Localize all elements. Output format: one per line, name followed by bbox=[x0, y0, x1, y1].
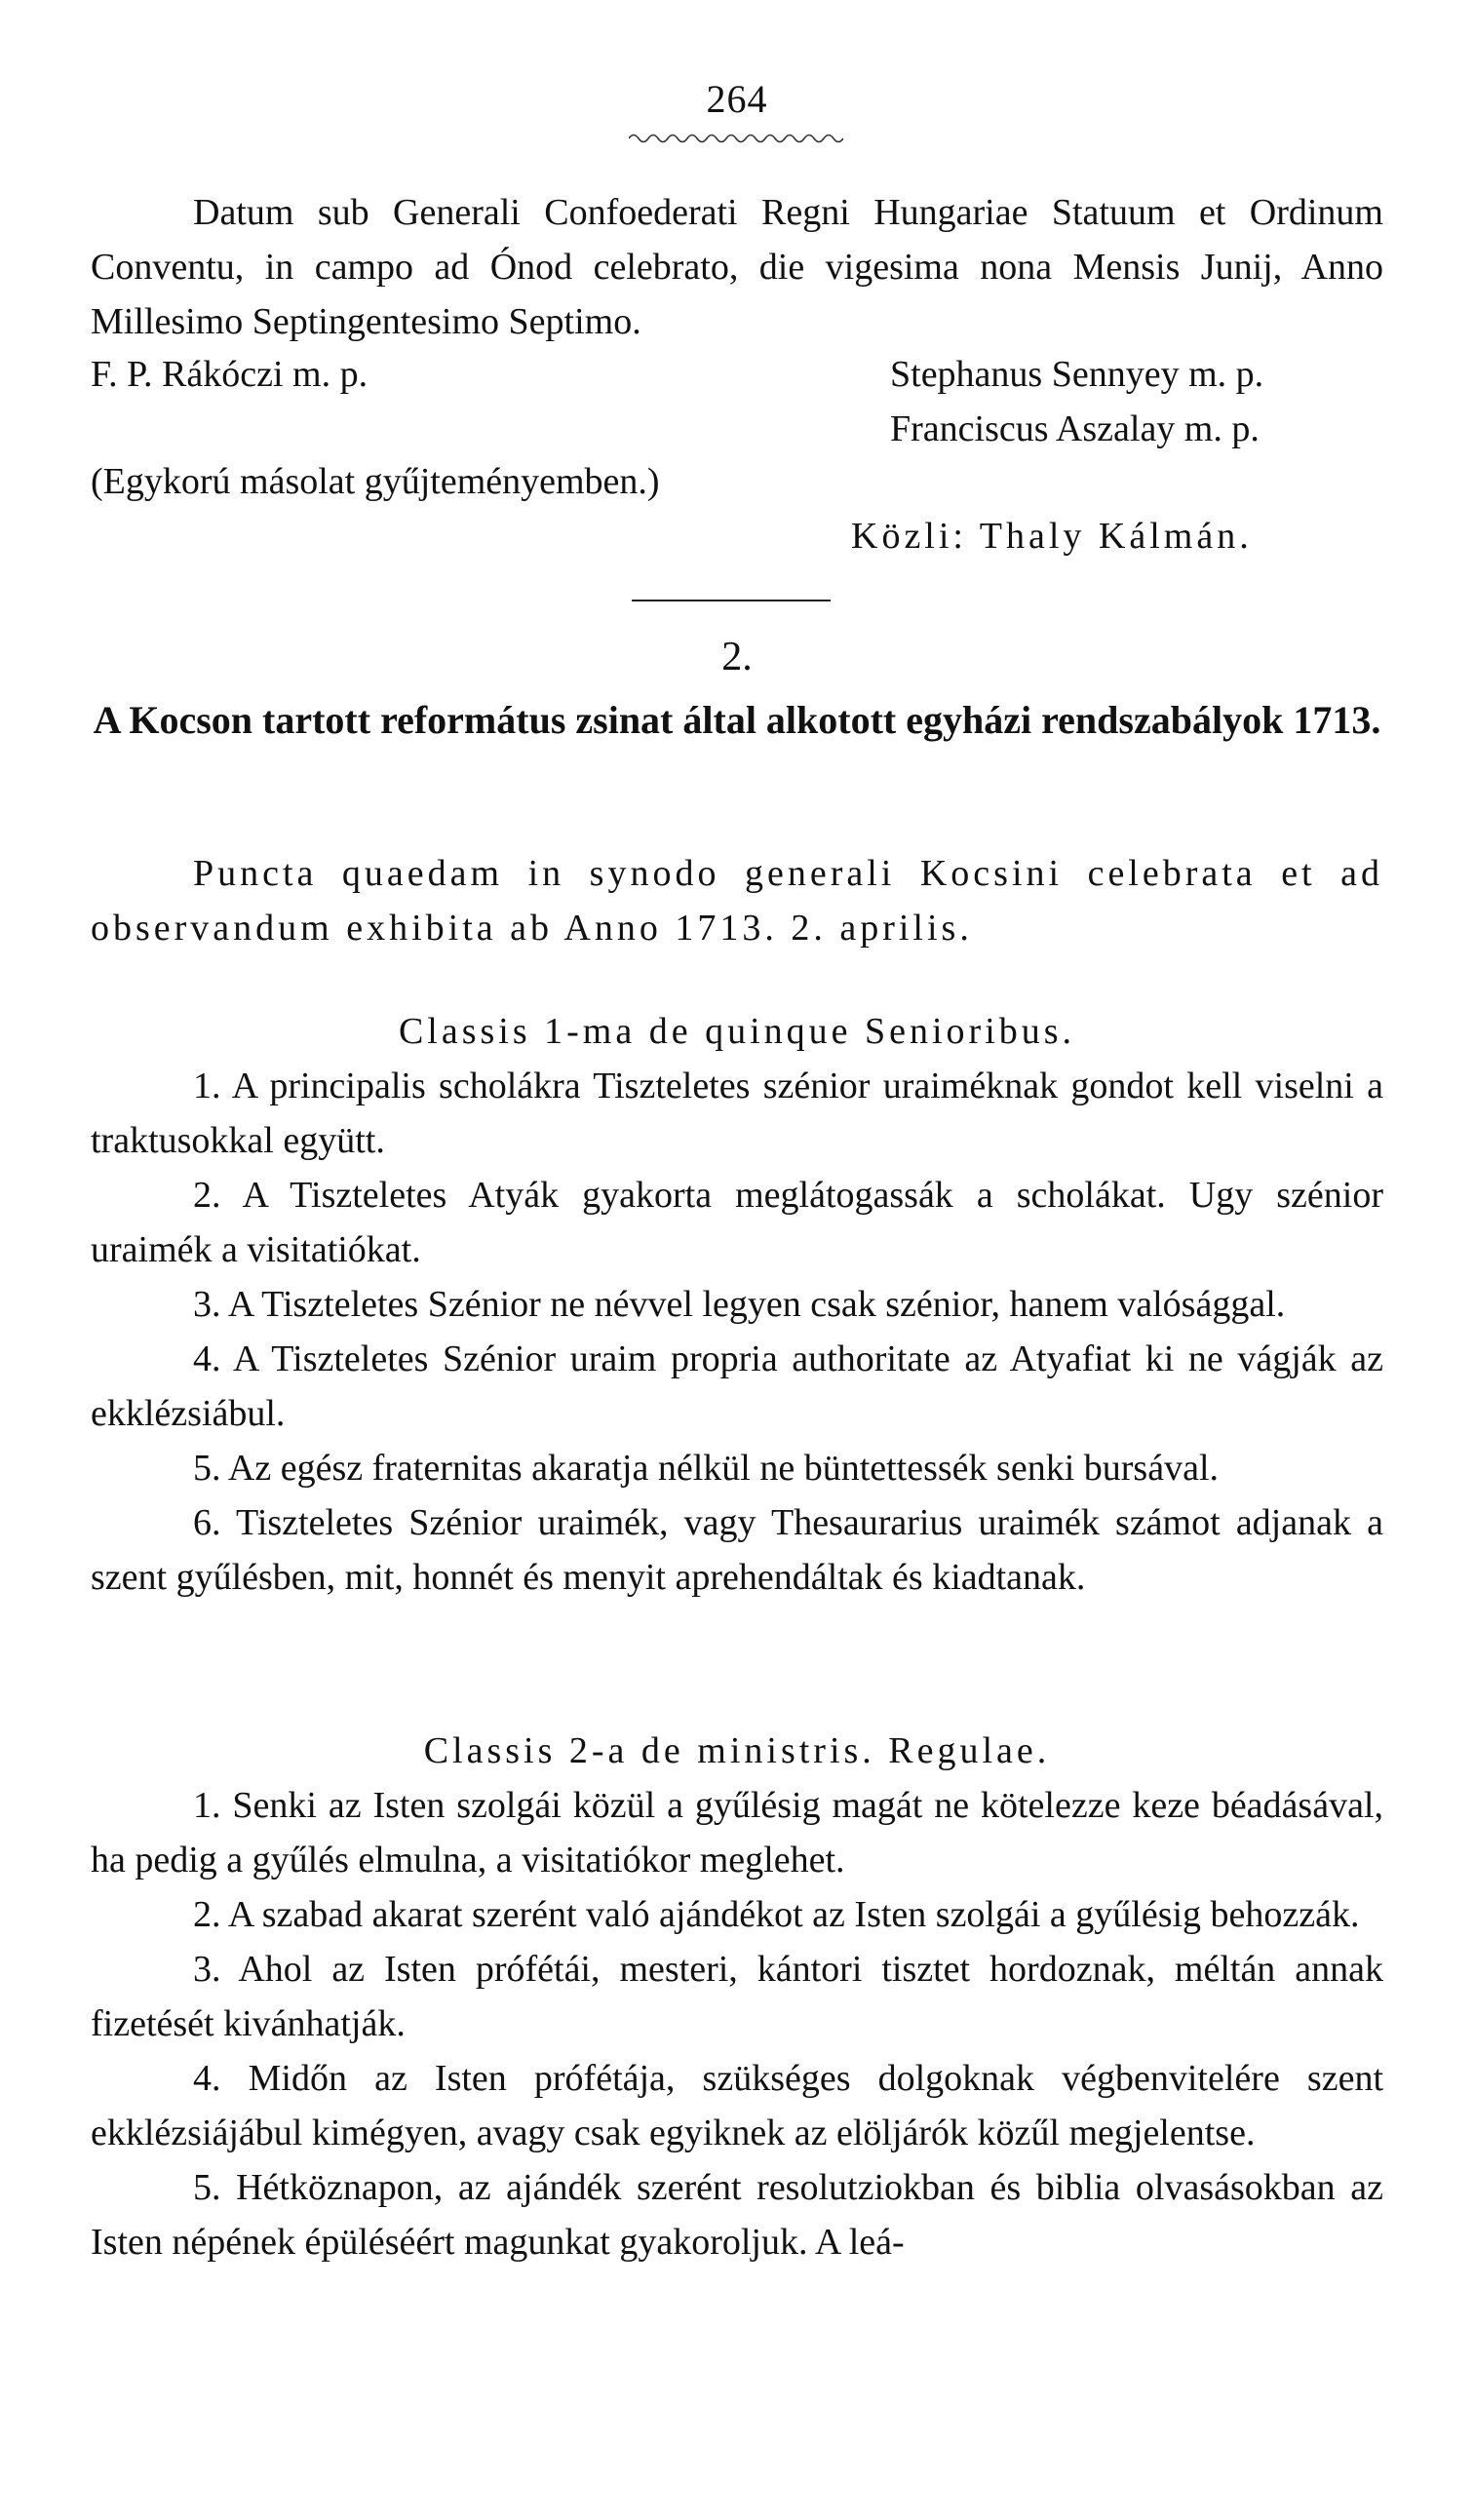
class2-item: 3. Ahol az Isten prófétái, mesteri, kántori tisztet hordoznak, méltán annak fizetését kivánhatják. bbox=[91, 1949, 1383, 2044]
class2-item: 4. Midőn az Isten prófétája, szükséges dolgoknak végbenvitelére szent ekklézsiájábul kimégyen, avagy csak egyiknek az elöljárók közűl megjelentse. bbox=[91, 2058, 1383, 2153]
section-intro: Puncta quaedam in synodo generali Kocsini celebrata et ad observandum exhibita ab Anno 1713. 2. aprilis. bbox=[91, 853, 1383, 949]
class1-item: 3. A Tiszteletes Szénior ne névvel legyen csak szénior, hanem valósággal. bbox=[193, 1284, 1286, 1325]
signature-row-2 bbox=[91, 402, 1383, 456]
signer-aszalay: Franciscus Aszalay m. p. bbox=[890, 408, 1260, 449]
closing-paragraph: Datum sub Generali Confoederati Regni Hungariae Statuum et Ordinum Conventu, in campo ad Ónod celebrato, die vigesima nona Mensis Junij, Anno Millesimo Septingentesimo Septimo. bbox=[91, 192, 1383, 342]
page-number: 264 bbox=[706, 77, 768, 121]
section-divider bbox=[632, 600, 831, 601]
section-number: 2. bbox=[721, 635, 753, 679]
signer-sennyey: Stephanus Sennyey m. p. bbox=[890, 354, 1264, 395]
class2-heading: Classis 2-a de ministris. Regulae. bbox=[423, 1730, 1051, 1771]
class1-item: 2. A Tiszteletes Atyák gyakorta meglátogassák a scholákat. Ugy szénior uraimék a visitatiókat. bbox=[91, 1175, 1383, 1270]
signature-row-1 bbox=[91, 347, 1383, 402]
class1-heading: Classis 1-ma de quinque Senioribus. bbox=[398, 1011, 1076, 1052]
class1-item: 1. A principalis scholákra Tiszteletes szénior uraiméknak gondot kell viselni a traktusokkal együtt. bbox=[91, 1066, 1383, 1161]
class2-item: 5. Hétköznapon, az ajándék szerént resolutziokban és biblia olvasásokban az Isten népének épüléséért magunkat gyakoroljuk. A leá- bbox=[91, 2167, 1383, 2263]
source-note-row bbox=[91, 454, 1383, 509]
communicated-by: Közli: Thaly Kálmán. bbox=[851, 516, 1253, 557]
signer-rakoczi: F. P. Rákóczi m. p. bbox=[91, 354, 368, 395]
class1-item: 5. Az egész fraternitas akaratja nélkül ne büntettessék senki bursával. bbox=[193, 1448, 1219, 1489]
class2-item: 2. A szabad akarat szerént való ajándékot az Isten szolgái a gyűlésig behozzák. bbox=[193, 1894, 1360, 1935]
class2-list bbox=[91, 1778, 1383, 2269]
class1-list bbox=[91, 1059, 1383, 1605]
section-title: A Kocson tartott református zsinat által alkotott egyházi rendszabályok 1713. bbox=[93, 698, 1381, 742]
source-note: (Egykorú másolat gyűjteményemben.) bbox=[91, 461, 660, 502]
class1-item: 4. A Tiszteletes Szénior uraim propria authoritate az Atyafiat ki ne vágják az ekklézsiábul. bbox=[91, 1338, 1383, 1434]
class1-item: 6. Tiszteletes Szénior uraimék, vagy Thesaurarius uraimék számot adjanak a szent gyűlésben, mit, honnét és menyit aprehendáltak és kiadtanak. bbox=[91, 1502, 1383, 1598]
communicated-row bbox=[91, 509, 1383, 563]
class2-item: 1. Senki az Isten szolgái közül a gyűlésig magát ne kötelezze keze béadásával, ha pedig a gyűlés elmulna, a visitatiókor meglehet. bbox=[91, 1785, 1383, 1880]
page-number-ornament bbox=[629, 132, 843, 145]
